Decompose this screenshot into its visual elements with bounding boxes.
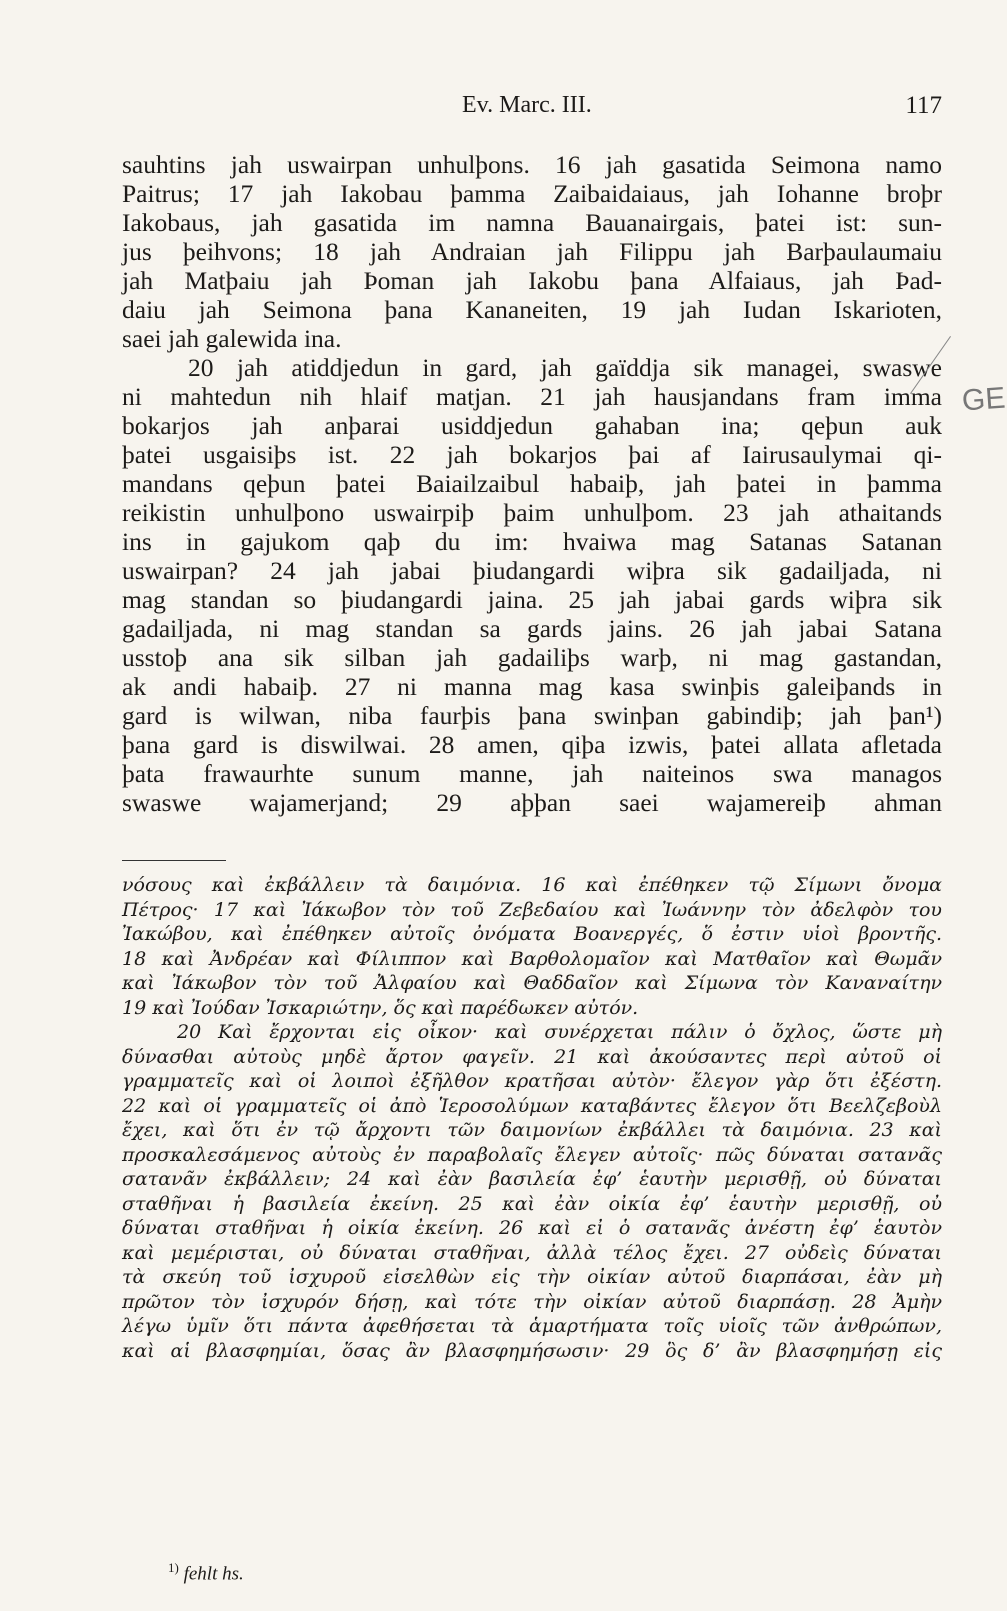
greek-line: καὶ Ἰάκωβον τὸν τοῦ Ἀλφαίου καὶ Θαδδαῖον καὶ Σίμωνα τὸν Καναναίτην bbox=[122, 972, 942, 994]
running-title: Ev. Marc. III. bbox=[462, 92, 592, 118]
gothic-line: þatei usgaisiþs ist. 22 jah bokarjos þai af Iairusaulymai qi- bbox=[122, 440, 942, 469]
greek-line: σατανᾶν ἐκβάλλειν; 24 καὶ ἐὰν βασιλεία ἐφ’ ἑαυτὴν μερισθῇ, οὐ δύναται bbox=[122, 1168, 942, 1190]
gothic-line: þata frawaurhte sunum manne, jah naiteinos swa managos bbox=[122, 759, 942, 788]
gothic-line: ak andi habaiþ. 27 ni manna mag kasa swinþis galeiþands in bbox=[122, 672, 942, 701]
greek-line: καὶ αἱ βλασφημίαι, ὅσας ἂν βλασφημήσωσιν· 29 ὃς δ’ ἂν βλασφημήσῃ εἰς bbox=[122, 1339, 942, 1362]
gothic-line: ni mahtedun nih hlaif matjan. 21 jah hausjandans fram imma bbox=[122, 382, 942, 411]
gothic-line: gard is wilwan, niba faurþis þana swinþan gabindiþ; jah þan¹) bbox=[122, 701, 942, 730]
greek-line: τὰ σκεύη τοῦ ἰσχυροῦ εἰσελθὼν εἰς τὴν οἰκίαν αὐτοῦ διαρπάσαι, ἐὰν μὴ bbox=[122, 1266, 942, 1288]
gothic-text-block bbox=[122, 150, 942, 817]
greek-line: 19 καὶ Ἰούδαν Ἰσκαριώτην, ὅς καὶ παρέδωκεν αὐτόν. bbox=[122, 996, 639, 1019]
gothic-line: jah Matþaiu jah Þoman jah Iakobu þana Alfaiaus, jah Þad- bbox=[122, 266, 942, 295]
gothic-line: sauhtins jah uswairpan unhulþons. 16 jah gasatida Seimona namo bbox=[122, 150, 942, 179]
greek-line: Πέτρος· 17 καὶ Ἰάκωβον τὸν τοῦ Ζεβεδαίου καὶ Ἰωάννην τὸν ἀδελφὸν του bbox=[122, 898, 942, 921]
gothic-line: 20 jah atiddjedun in gard, jah gaïddja sik managei, swaswe bbox=[188, 353, 942, 382]
margin-annotation: GE bbox=[960, 381, 1007, 418]
gothic-line: ins in gajukom qaþ du im: hvaiwa mag Satanas Satanan bbox=[122, 527, 942, 556]
footnote-divider bbox=[122, 860, 226, 861]
greek-line: σταθῆναι ἡ βασιλεία ἐκείνη. 25 καὶ ἐὰν οἰκία ἐφ’ ἑαυτὴν μερισθῇ, οὐ bbox=[122, 1192, 942, 1215]
footnote bbox=[168, 1560, 244, 1585]
gothic-line: mandans qeþun þatei Baiailzaibul habaiþ, jah þatei in þamma bbox=[122, 469, 942, 498]
footnote-marker: 1) bbox=[168, 1560, 179, 1575]
gothic-line: bokarjos jah anþarai usiddjedun gahaban ina; qeþun auk bbox=[122, 411, 942, 440]
footnote-text: fehlt hs. bbox=[183, 1563, 244, 1585]
greek-text-block bbox=[122, 873, 942, 1363]
gothic-line: reikistin unhulþono uswairpiþ þaim unhulþom. 23 jah athaitands bbox=[122, 498, 942, 527]
running-header bbox=[462, 92, 942, 128]
gothic-line: usstoþ ana sik silban jah gadailiþs warþ, ni mag gastandan, bbox=[122, 643, 942, 672]
gothic-line: daiu jah Seimona þana Kananeiten, 19 jah Iudan Iskarioten, bbox=[122, 295, 942, 324]
gothic-line: Iakobaus, jah gasatida im namna Bauanairgais, þatei ist: sun- bbox=[122, 208, 942, 237]
greek-line: δύνασθαι αὐτοὺς μηδὲ ἄρτον φαγεῖν. 21 καὶ ἀκούσαντες περὶ αὐτοῦ οἱ bbox=[122, 1045, 942, 1068]
greek-line: ἔχει, καὶ ὅτι ἐν τῷ ἄρχοντι τῶν δαιμονίων ἐκβάλλει τὰ δαιμόνια. 23 καὶ bbox=[122, 1119, 942, 1141]
gothic-line: swaswe wajamerjand; 29 aþþan saei wajamereiþ ahman bbox=[122, 788, 942, 817]
greek-line: προσκαλεσάμενος αὐτοὺς ἐν παραβολαῖς ἔλεγεν αὐτοῖς· πῶς δύναται σατανᾶς bbox=[122, 1143, 942, 1166]
greek-line: νόσους καὶ ἐκβάλλειν τὰ δαιμόνια. 16 καὶ ἐπέθηκεν τῷ Σίμωνι ὄνομα bbox=[122, 874, 942, 896]
greek-line: λέγω ὑμῖν ὅτι πάντα ἀφεθήσεται τὰ ἁμαρτήματα τοῖς υἱοῖς τῶν ἀνθρώπων, bbox=[122, 1315, 942, 1337]
greek-line: δύναται σταθῆναι ἡ οἰκία ἐκείνη. 26 καὶ εἰ ὁ σατανᾶς ἀνέστη ἐφ’ ἑαυτὸν bbox=[122, 1217, 942, 1239]
greek-line: 20 Καὶ ἔρχονται εἰς οἶκον· καὶ συνέρχεται πάλιν ὁ ὄχλος, ὥστε μὴ bbox=[177, 1021, 942, 1043]
greek-line: Ἰακώβου, καὶ ἐπέθηκεν αὐτοῖς ὀνόματα Βοανεργές, ὅ ἐστιν υἱοὶ βροντῆς. bbox=[122, 923, 942, 945]
greek-line: 22 καὶ οἱ γραμματεῖς οἱ ἀπὸ Ἱεροσολύμων καταβάντες ἔλεγον ὅτι Βεελζεβοὺλ bbox=[122, 1094, 942, 1117]
gothic-line: Paitrus; 17 jah Iakobau þamma Zaibaidaiaus, jah Iohanne broþr bbox=[122, 179, 942, 208]
gothic-line: gadailjada, ni mag standan sa gards jains. 26 jah jabai Satana bbox=[122, 614, 942, 643]
greek-line: πρῶτον τὸν ἰσχυρόν δήσῃ, καὶ τότε τὴν οἰκίαν αὐτοῦ διαρπάσῃ. 28 Ἀμὴν bbox=[122, 1290, 942, 1313]
greek-line: γραμματεῖς καὶ οἱ λοιποὶ ἐξῆλθον κρατῆσαι αὐτὸν· ἔλεγον γὰρ ὅτι ἐξέστη. bbox=[122, 1070, 942, 1092]
greek-line: 18 καὶ Ἀνδρέαν καὶ Φίλιππον καὶ Βαρθολομαῖον καὶ Ματθαῖον καὶ Θωμᾶν bbox=[122, 947, 942, 970]
greek-line: καὶ μεμέρισται, οὐ δύναται σταθῆναι, ἀλλὰ τέλος ἔχει. 27 οὐδεὶς δύναται bbox=[122, 1241, 942, 1264]
page-number: 117 bbox=[905, 92, 942, 119]
gothic-line: þana gard is diswilwai. 28 amen, qiþa izwis, þatei allata afletada bbox=[122, 730, 942, 759]
gothic-line: saei jah galewida ina. bbox=[122, 324, 342, 353]
gothic-line: jus þeihvons; 18 jah Andraian jah Filippu jah Barþaulaumaiu bbox=[122, 237, 942, 266]
gothic-line: mag standan so þiudangardi jaina. 25 jah jabai gards wiþra sik bbox=[122, 585, 942, 614]
gothic-line: uswairpan? 24 jah jabai þiudangardi wiþra sik gadailjada, ni bbox=[122, 556, 942, 585]
